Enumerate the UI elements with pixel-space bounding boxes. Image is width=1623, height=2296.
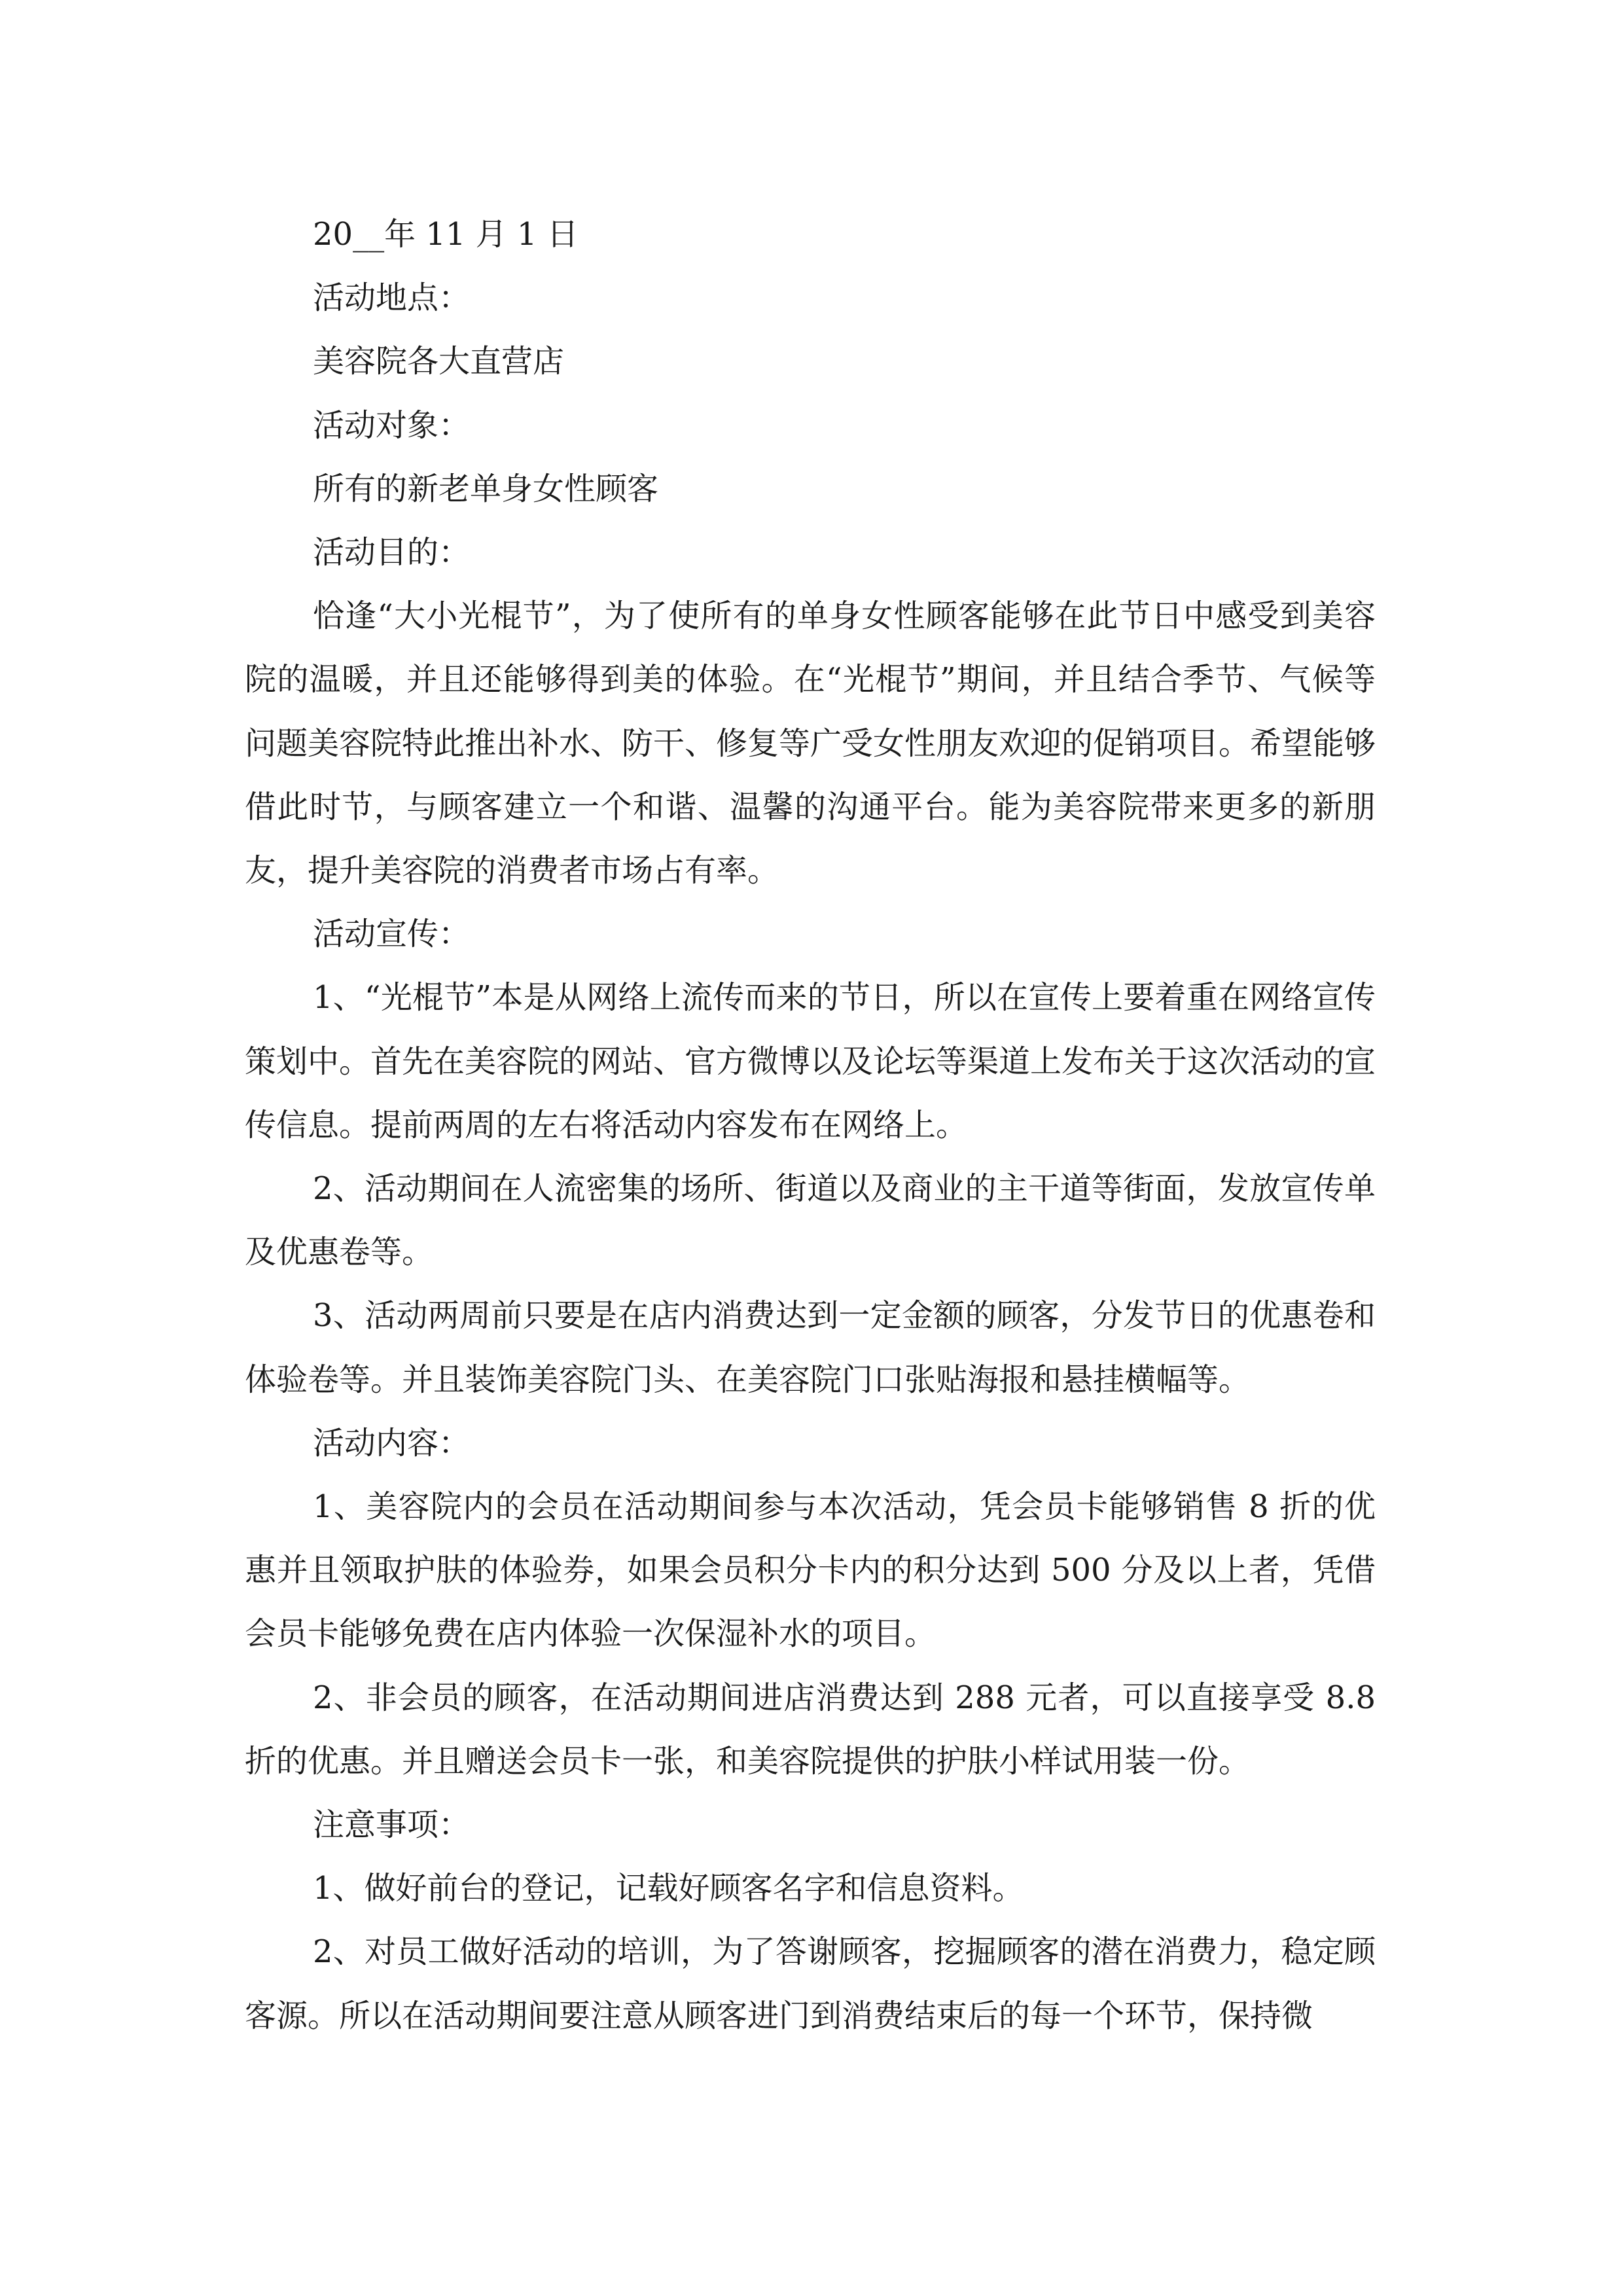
promotion-item-1: 1、“光棍节”本是从网络上流传而来的节日，所以在宣传上要着重在网络宣传策划中。首先在美容院的网站、官方微博以及论坛等渠道上发布关于这次活动的宣传信息。提前两周的左右将活动内容发布在网络上。 — [245, 979, 1376, 1143]
date-line: 20__年 11 月 1 日 — [313, 216, 579, 253]
promotion-item-3: 3、活动两周前只要是在店内消费达到一定金额的顾客，分发节日的优惠卷和体验卷等。并且装饰美容院门头、在美容院门口张贴海报和悬挂横幅等。 — [245, 1297, 1376, 1398]
purpose-paragraph: 恰逢“大小光棍节”，为了使所有的单身女性顾客能够在此节日中感受到美容院的温暖，并且还能够得到美的体验。在“光棍节”期间，并且结合季节、气候等问题美容院特此推出补水、防干、修复等广受女性朋友欢迎的促销项目。希望能够借此时节，与顾客建立一个和谐、温馨的沟通平台。能为美容院带来更多的新朋友，提升美容院的消费者市场占有率。 — [245, 598, 1376, 889]
document-body — [245, 203, 1376, 2048]
location-heading: 活动地点： — [313, 279, 471, 317]
content-item-2: 2、非会员的顾客，在活动期间进店消费达到 288 元者，可以直接享受 8.8 折的优惠。并且赠送会员卡一张，和美容院提供的护肤小样试用装一份。 — [245, 1679, 1376, 1780]
content-item-1: 1、美容院内的会员在活动期间参与本次活动，凭会员卡能够销售 8 折的优惠并且领取护肤的体验券，如果会员积分卡内的积分达到 500 分及以上者，凭借会员卡能够免费在店内体验一次保湿补水的项目。 — [245, 1488, 1376, 1653]
audience-heading: 活动对象： — [313, 406, 471, 444]
audience-text: 所有的新老单身女性顾客 — [313, 470, 659, 507]
promotion-item-2: 2、活动期间在人流密集的场所、街道以及商业的主干道等街面，发放宣传单及优惠卷等。 — [245, 1170, 1376, 1271]
location-text: 美容院各大直营店 — [313, 343, 565, 380]
promotion-heading: 活动宣传： — [313, 916, 471, 953]
purpose-heading: 活动目的： — [313, 533, 471, 571]
notes-item-2: 2、对员工做好活动的培训，为了答谢顾客，挖掘顾客的潜在消费力，稳定顾客源。所以在活动期间要注意从顾客进门到消费结束后的每一个环节，保持微 — [245, 1933, 1376, 2034]
notes-heading: 注意事项： — [313, 1806, 471, 1843]
content-heading: 活动内容： — [313, 1424, 471, 1462]
notes-item-1: 1、做好前台的登记，记载好顾客名字和信息资料。 — [313, 1870, 1024, 1907]
